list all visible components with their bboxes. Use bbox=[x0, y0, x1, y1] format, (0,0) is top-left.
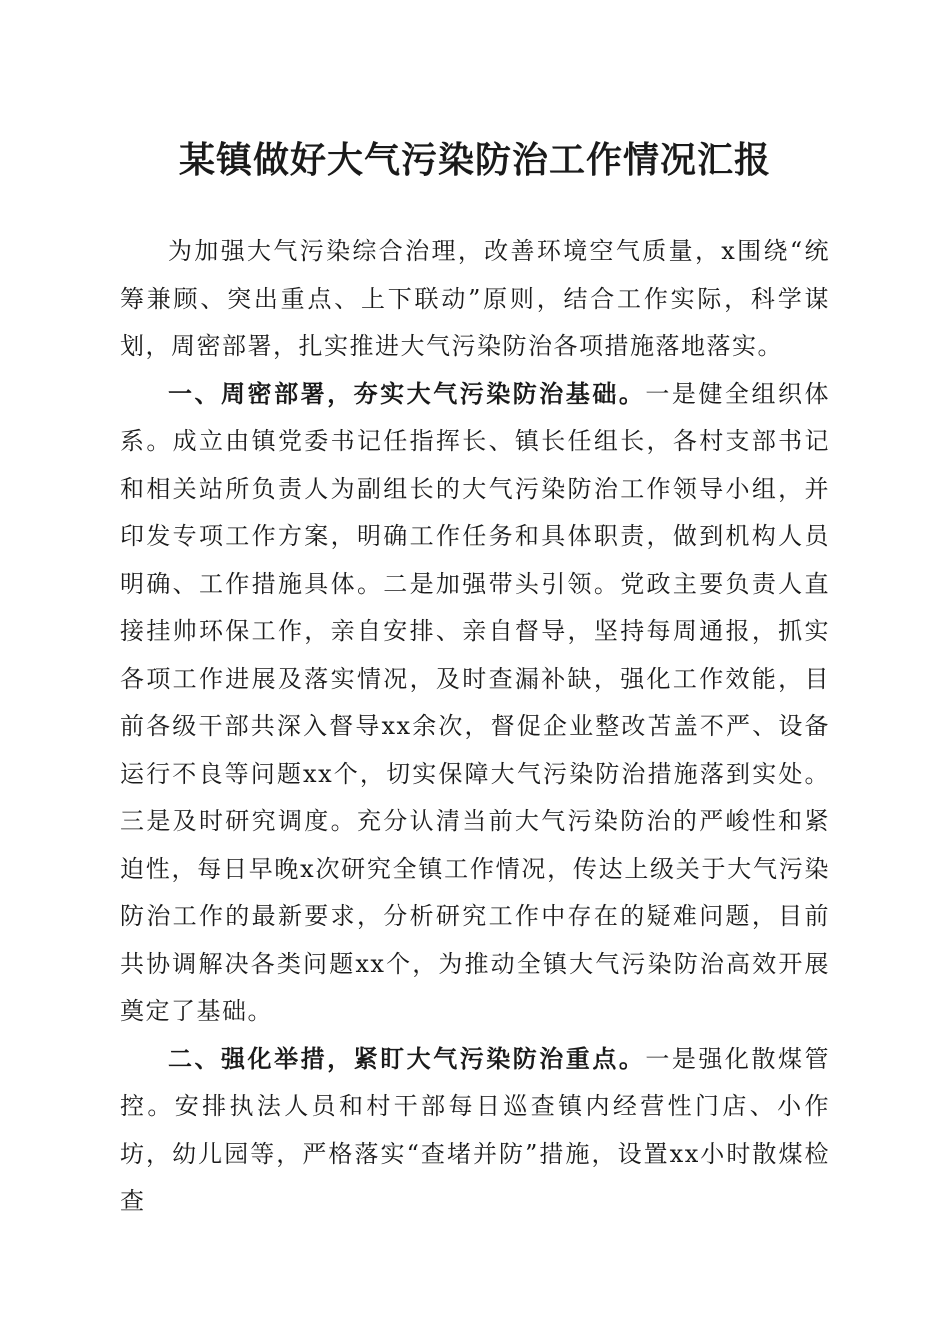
section-2-body: 一是强化散煤管控。安排执法人员和村干部每日巡查镇内经营性门店、小作坊，幼儿园等，严格落实“查堵并防”措施，设置xx小时散煤检查 bbox=[120, 1044, 830, 1215]
section-1-paragraph bbox=[120, 371, 830, 1036]
section-2-heading: 二、强化举措，紧盯大气污染防治重点。 bbox=[168, 1044, 646, 1073]
document-body bbox=[120, 228, 830, 1226]
document-title: 某镇做好大气污染防治工作情况汇报 bbox=[178, 139, 771, 181]
section-1-heading: 一、周密部署，夯实大气污染防治基础。 bbox=[168, 379, 646, 408]
section-2-paragraph bbox=[120, 1036, 830, 1226]
section-1-body: 一是健全组织体系。成立由镇党委书记任指挥长、镇长任组长，各村支部书记和相关站所负责人为副组长的大气污染防治工作领导小组，并印发专项工作方案，明确工作任务和具体职责，做到机构人员明确、工作措施具体。二是加强带头引领。党政主要负责人直接挂帅环保工作，亲自安排、亲自督导，坚持每周通报，抓实各项工作进展及落实情况，及时查漏补缺，强化工作效能，目前各级干部共深入督导xx余次，督促企业整改苫盖不严、设备运行不良等问题xx个，切实保障大气污染防治措施落到实处。三是及时研究调度。充分认清当前大气污染防治的严峻性和紧迫性，每日早晚x次研究全镇工作情况，传达上级关于大气污染防治工作的最新要求，分析研究工作中存在的疑难问题，目前共协调解决各类问题xx个，为推动全镇大气污染防治高效开展奠定了基础。 bbox=[120, 379, 830, 1025]
intro-paragraph: 为加强大气污染综合治理，改善环境空气质量，x围绕“统筹兼顾、突出重点、上下联动”原则，结合工作实际，科学谋划，周密部署，扎实推进大气污染防治各项措施落地落实。 bbox=[120, 237, 830, 360]
